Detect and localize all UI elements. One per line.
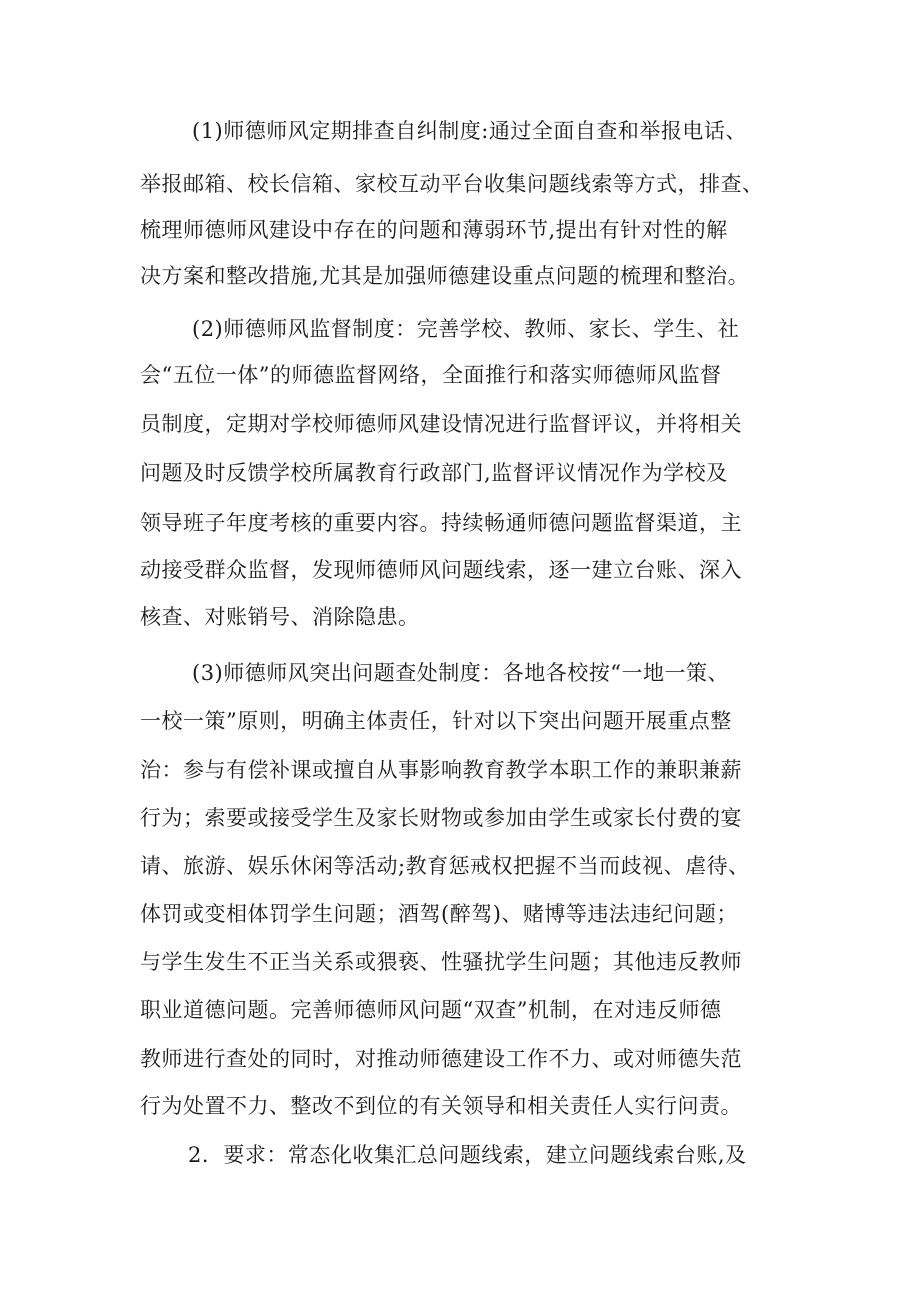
paragraph-3-line-6: 体罚或变相体罚学生问题；酒驾(醉驾)、赌博等违法违纪问题； <box>140 902 738 926</box>
paragraph-2-line-4: 问题及时反馈学校所属教育行政部门,监督评议情况作为学校及 <box>140 461 728 485</box>
paragraph-2-line-2: 会“五位一体”的师德监督网络，全面推行和落实师德师风监督 <box>140 363 722 387</box>
paragraph-3-line-2: 一校一策”原则，明确主体责任，针对以下突出问题开展重点整 <box>140 709 732 733</box>
paragraph-3-line-8: 职业道德问题。完善师德师风问题“双查”机制，在对违反师德 <box>140 998 722 1022</box>
paragraph-3-line-1: (3)师德师风突出问题查处制度：各地各校按“一地一策、 <box>192 661 729 685</box>
paragraph-3-line-5: 请、旅游、娱乐休闲等活动;教育惩戒权把握不当而歧视、虐待、 <box>140 854 750 878</box>
paragraph-3-line-7: 与学生发生不正当关系或猥亵、性骚扰学生问题；其他违反教师 <box>140 950 742 974</box>
paragraph-3-line-3: 治：参与有偿补课或擅自从事影响教育教学本职工作的兼职兼薪 <box>140 758 742 782</box>
paragraph-2-line-7: 核查、对账销号、消除隐患。 <box>140 605 420 629</box>
paragraph-2-line-5: 领导班子年度考核的重要内容。持续畅通师德问题监督渠道，主 <box>140 511 742 535</box>
paragraph-1-line-2: 举报邮箱、校长信箱、家校互动平台收集问题线索等方式，排查、 <box>140 172 764 196</box>
paragraph-1-line-1: (1)师德师风定期排查自纠制度:通过全面自查和举报电话、 <box>192 119 747 143</box>
paragraph-3-line-9: 教师进行查处的同时，对推动师德建设工作不力、或对师德失范 <box>140 1047 742 1071</box>
paragraph-1-line-4: 决方案和整改措施,尤其是加强师德建设重点问题的梳理和整治。 <box>140 264 750 288</box>
paragraph-2-line-3: 员制度，定期对学校师德师风建设情况进行监督评议，并将相关 <box>140 412 742 436</box>
paragraph-3-line-4: 行为；索要或接受学生及家长财物或参加由学生或家长付费的宴 <box>140 806 742 830</box>
paragraph-3-line-10: 行为处置不力、整改不到位的有关领导和相关责任人实行问责。 <box>140 1094 742 1118</box>
paragraph-4-line-1: 2．要求：常态化收集汇总问题线索，建立问题线索台账,及 <box>188 1143 747 1167</box>
paragraph-2-line-6: 动接受群众监督，发现师德师风问题线索，逐一建立台账、深入 <box>140 558 742 582</box>
paragraph-1-line-3: 梳理师德师风建设中存在的问题和薄弱环节,提出有针对性的解 <box>140 218 728 242</box>
paragraph-2-line-1: (2)师德师风监督制度：完善学校、教师、家长、学生、社 <box>192 317 740 341</box>
